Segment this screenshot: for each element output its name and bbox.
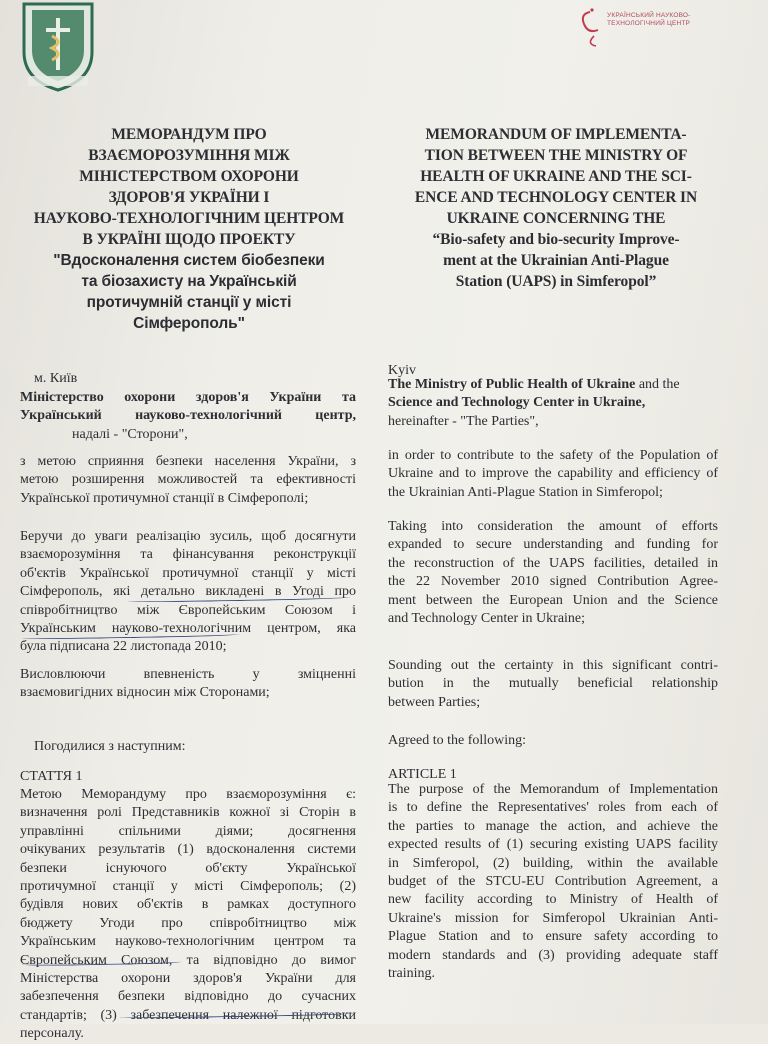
ministry-emblem-icon	[18, 0, 98, 92]
en-agreed: Agreed to the following:	[388, 733, 527, 748]
ua-article-text: Метою Меморандуму про взаєморозуміння є: визначення ролі Представників кожної зі Сторін в управлінні спільними діями; досягнення очікуваних результатів (1) вдосконалення системи безпеки існуючого об'єкту Української протичумної станції у місті Сімферополь; (2) будівля нових об'єктів в рамках доступного бюджету Угоди про співробітництво між Українським науково-технологічним центром та Європейським Союзом, та відповідно до вимог Міністерства охорони здоров'я України для забезпечення безпеки відповідно до сучасних стандартів; (3) забезпечення належної підготовки персоналу.	[20, 787, 356, 1042]
en-article-heading: ARTICLE 1	[388, 767, 457, 782]
ua-article-heading: СТАТТЯ 1	[20, 769, 83, 784]
stcu-logo-text: УКРАЇНСЬКИЙ НАУКОВО- ТЕХНОЛОГІЧНИЙ ЦЕНТР	[607, 12, 691, 27]
ua-para-3: Висловлюючи впевненість у зміцненні взаємовигідних відносин між Сторонами;	[20, 667, 356, 701]
ua-parties: Міністерство охорони здоров'я України та Український науково-технологічний центр, надалі - "Сторони",	[20, 390, 356, 442]
en-para-3: Sounding out the certainty in this significant contri- bution in the mutually beneficial relationship between Parties;	[388, 658, 718, 710]
en-para-2: Taking into consideration the amount of efforts expanded to secure understanding and funding for the reconstruction of the UAPS facilities, detailed in the 22 November 2010 signed Contribution Agree- ment between the European Union and the Science and Technology Center in Ukraine;	[388, 519, 718, 627]
ua-city: м. Київ	[34, 371, 78, 386]
ua-title: МЕМОРАНДУМ ПРО ВЗАЄМОРОЗУМІННЯ МІЖ МІНІСТЕРСТВОМ ОХОРОНИ ЗДОРОВ'Я УКРАЇНИ І НАУКОВО-ТЕХНОЛОГІЧНИМ ЦЕНТРОМ В УКРАЇНІ ЩОДО ПРОЕКТУ "Вдосконалення систем біобезпеки та біозахисту на Українській протичумній станції у місті Сімферополь"	[33, 126, 345, 332]
ua-para-2: Беручи до уваги реалізацію зусиль, щоб досягнути взаєморозуміння та фінансування реконструкції об'єктів Української протичумної станції у місті Сімферополь, які детально викладені в Угоді про співробітництво між Європейським Союзом і Українським науково-технологічним центром, яка була підписана 22 листопада 2010;	[20, 529, 356, 655]
en-city: Kyiv	[388, 363, 416, 378]
en-parties: The Ministry of Public Health of Ukraine and the Science and Technology Center in Ukraine, hereinafter - "The Parties",	[388, 377, 680, 429]
ua-para-1: з метою сприяння безпеки населення України, з метою розширення можливостей та ефективності Української протичумної станції в Сімферополі;	[20, 454, 356, 506]
en-article-text: The purpose of the Memorandum of Implementation is to define the Representatives' roles from each of the parties to manage the action, and achieve the expected results of (1) securing existing UAPS facility in Simferopol, (2) building, within the available budget of the STCU-EU Contribution Agreement, a new facility according to Ministry of Health of Ukraine's mission for Simferopol Ukrainian Anti- Plague Station and to ensure safety according to modern standards and (3) providing adequate staff training.	[388, 782, 718, 982]
ua-agreed: Погодилися з наступним:	[34, 739, 186, 754]
en-para-1: in order to contribute to the safety of the Population of Ukraine and to improve the capability and efficiency of the Ukrainian Anti-Plague Station in Simferopol;	[388, 448, 718, 500]
en-title: MEMORANDUM OF IMPLEMENTA- TION BETWEEN THE MINISTRY OF HEALTH OF UKRAINE AND THE SCI- ENCE AND TECHNOLOGY CENTER IN UKRAINE CONCERNING THE “Bio-safety and bio-security Improve- ment at the Ukrainian Anti-Plague Station (UAPS) in Simferopol”	[414, 126, 698, 290]
